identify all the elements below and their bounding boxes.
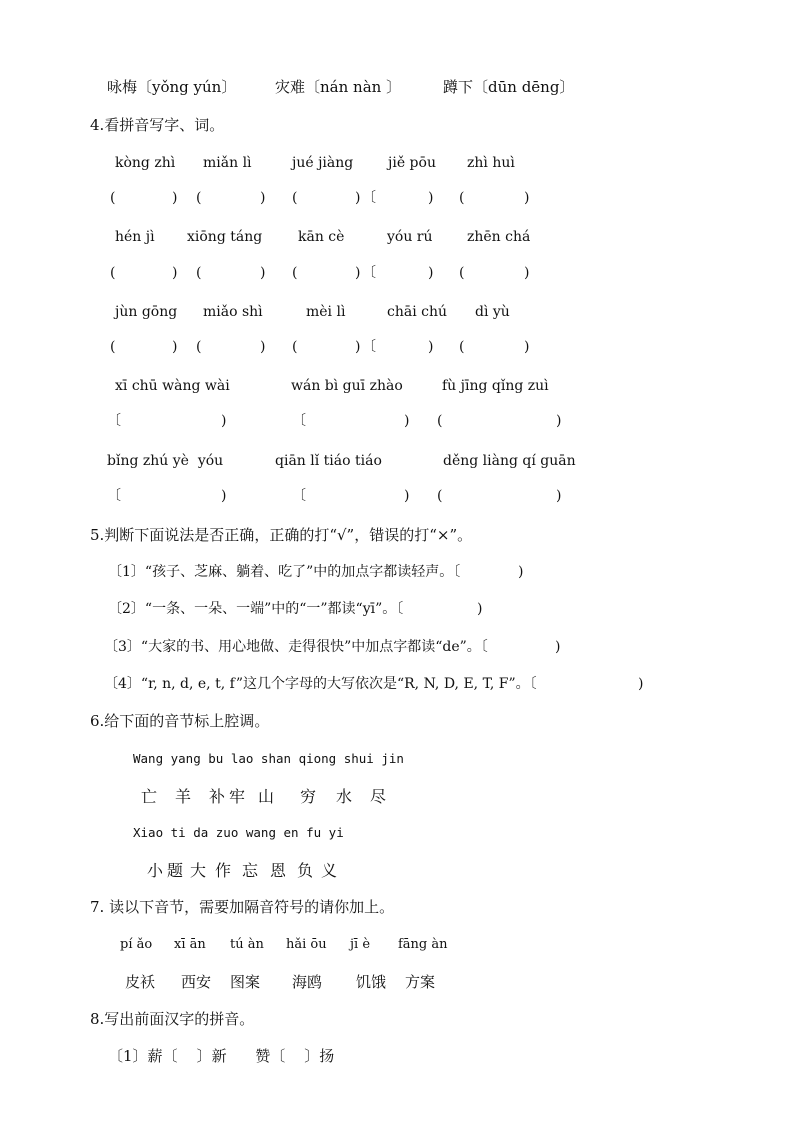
q6-hanzi: 亡 — [141, 787, 158, 806]
q4-bracket: ) — [355, 265, 361, 281]
q4-bracket: ) — [172, 190, 178, 206]
q4-pinyin: miǎn lì — [203, 155, 252, 171]
q5-item-3-close: ) — [555, 639, 561, 655]
q4-bracket: 〔 — [292, 413, 306, 429]
q6-hanzi: 牢 — [229, 787, 246, 806]
q8-heading: 8.写出前面汉字的拼音。 — [90, 1010, 255, 1028]
q4-pinyin: jiě pōu — [388, 155, 436, 171]
q7-word: 皮袄 — [125, 973, 156, 991]
q4-bracket: ( — [196, 265, 202, 281]
q7-word: 饥饿 — [356, 973, 387, 991]
q4-pinyin: mèi lì — [306, 304, 346, 320]
q4-bracket: ( — [459, 265, 465, 281]
q4-bracket: ) — [404, 488, 410, 504]
q3-item-1: 咏梅〔yǒng yún〕 — [107, 78, 237, 96]
q6-pinyin-line-1: Wang yang bu lao shan qiong shui jin — [133, 751, 404, 766]
q4-bracket: ) — [556, 488, 562, 504]
q4-bracket: 〔 — [362, 265, 376, 281]
q4-pinyin: wán bì guī zhào — [291, 378, 403, 394]
q6-hanzi: 穷 — [300, 787, 317, 806]
q4-pinyin: bǐng zhú yè yóu — [107, 453, 224, 469]
q4-bracket: 〔 — [292, 488, 306, 504]
q4-pinyin: chāi chú — [387, 304, 448, 320]
q7-pinyin: jī è — [350, 937, 371, 952]
q6-pinyin-line-2: Xiao ti da zuo wang en fu yi — [133, 825, 344, 840]
q6-hanzi: 作 — [215, 861, 232, 880]
q7-pinyin: fāng àn — [398, 937, 448, 952]
q6-hanzi: 补 — [209, 787, 226, 806]
q4-bracket: ( — [437, 413, 443, 429]
q4-bracket: ( — [437, 488, 443, 504]
q5-item-1: 〔1〕“孩子、芝麻、躺着、吃了”中的加点字都读轻声。〔 — [108, 564, 461, 580]
q5-item-2-close: ) — [477, 601, 483, 617]
q6-hanzi: 山 — [258, 787, 275, 806]
q5-item-4: 〔4〕“r, n, d, e, t, f”这几个字母的大写依次是“R, N, D, E, T, F”。〔 — [104, 676, 537, 692]
q5-item-2: 〔2〕“一条、一朵、一端”中的“一”都读“yī”。〔 — [108, 601, 404, 617]
q4-bracket: ( — [110, 339, 116, 355]
q4-bracket: ( — [196, 339, 202, 355]
q4-bracket: ( — [459, 339, 465, 355]
q6-hanzi: 忘 — [242, 861, 259, 880]
q6-hanzi: 题 — [167, 861, 184, 880]
q6-hanzi: 恩 — [270, 861, 287, 880]
q4-bracket: ) — [172, 265, 178, 281]
q4-pinyin: miǎo shì — [203, 304, 263, 320]
q6-hanzi: 尽 — [370, 787, 387, 806]
q4-pinyin: hén jì — [115, 229, 155, 245]
q4-bracket: ( — [110, 190, 116, 206]
q6-hanzi: 大 — [190, 861, 207, 880]
q4-bracket: ) — [260, 190, 266, 206]
q4-pinyin: yóu rú — [387, 229, 433, 245]
q4-bracket: ) — [221, 488, 227, 504]
q4-bracket: 〔 — [107, 488, 121, 504]
q4-bracket: 〔 — [362, 339, 376, 355]
q5-item-4-close: ) — [638, 676, 644, 692]
q4-pinyin: kòng zhì — [115, 155, 176, 171]
q4-bracket: 〔 — [107, 413, 121, 429]
q4-bracket: ( — [459, 190, 465, 206]
q4-pinyin: qiān lǐ tiáo tiáo — [275, 453, 382, 469]
q4-bracket: ) — [221, 413, 227, 429]
q8-item-1: 〔1〕薪〔 〕新 赞〔 〕扬 — [108, 1047, 335, 1065]
q4-bracket: ( — [292, 339, 298, 355]
q4-pinyin: zhì huì — [467, 155, 515, 171]
q3-item-3: 蹲下〔dūn dēng〕 — [443, 78, 575, 96]
q5-item-1-close: ) — [518, 564, 524, 580]
q4-bracket: ) — [260, 265, 266, 281]
q7-word: 方案 — [405, 973, 436, 991]
q7-word: 海鸥 — [292, 973, 323, 991]
q4-bracket: ( — [292, 190, 298, 206]
q3-item-2: 灾难〔nán nàn 〕 — [275, 78, 402, 96]
q6-hanzi: 义 — [321, 861, 338, 880]
q4-pinyin: jùn gōng — [115, 304, 178, 320]
q4-bracket: 〔 — [362, 190, 376, 206]
q4-bracket: ( — [110, 265, 116, 281]
q4-pinyin: kān cè — [298, 229, 345, 245]
q7-word: 西安 — [181, 973, 212, 991]
q4-heading: 4.看拼音写字、词。 — [90, 116, 225, 134]
q4-bracket: ) — [355, 339, 361, 355]
q7-heading: 7. 读以下音节，需要加隔音符号的请你加上。 — [90, 898, 395, 916]
q4-bracket: ( — [196, 190, 202, 206]
q4-pinyin: fù jīng qǐng zuì — [442, 378, 549, 394]
q6-hanzi: 小 — [147, 861, 164, 880]
q7-pinyin: hǎi ōu — [286, 937, 327, 952]
q4-pinyin: xiōng táng — [187, 229, 263, 245]
q4-bracket: ) — [524, 190, 530, 206]
q4-bracket: ) — [524, 339, 530, 355]
q4-bracket: ( — [292, 265, 298, 281]
q6-heading: 6.给下面的音节标上腔调。 — [90, 712, 270, 730]
q4-pinyin: dì yù — [475, 304, 510, 320]
q7-word: 图案 — [230, 973, 261, 991]
q4-bracket: ) — [172, 339, 178, 355]
q7-pinyin: pí ǎo — [120, 937, 153, 952]
q4-pinyin: xī chū wàng wài — [115, 378, 230, 394]
q4-bracket: ) — [260, 339, 266, 355]
q7-pinyin: xī ān — [174, 937, 206, 952]
q4-bracket: ) — [355, 190, 361, 206]
q4-bracket: ) — [556, 413, 562, 429]
q4-bracket: ) — [428, 190, 434, 206]
q6-hanzi: 水 — [336, 787, 353, 806]
q4-pinyin: jué jiàng — [292, 155, 354, 171]
q6-hanzi: 羊 — [175, 787, 192, 806]
q4-pinyin: zhēn chá — [467, 229, 531, 245]
q5-heading: 5.判断下面说法是否正确，正确的打“√”，错误的打“×”。 — [90, 526, 473, 544]
q7-pinyin: tú àn — [230, 937, 264, 952]
q4-bracket: ) — [428, 339, 434, 355]
q4-pinyin: děng liàng qí guān — [443, 453, 576, 469]
q4-bracket: ) — [428, 265, 434, 281]
q4-bracket: ) — [524, 265, 530, 281]
q5-item-3: 〔3〕“大家的书、用心地做、走得很快”中加点字都读“de”。〔 — [104, 639, 488, 655]
q6-hanzi: 负 — [297, 861, 314, 880]
q4-bracket: ) — [404, 413, 410, 429]
